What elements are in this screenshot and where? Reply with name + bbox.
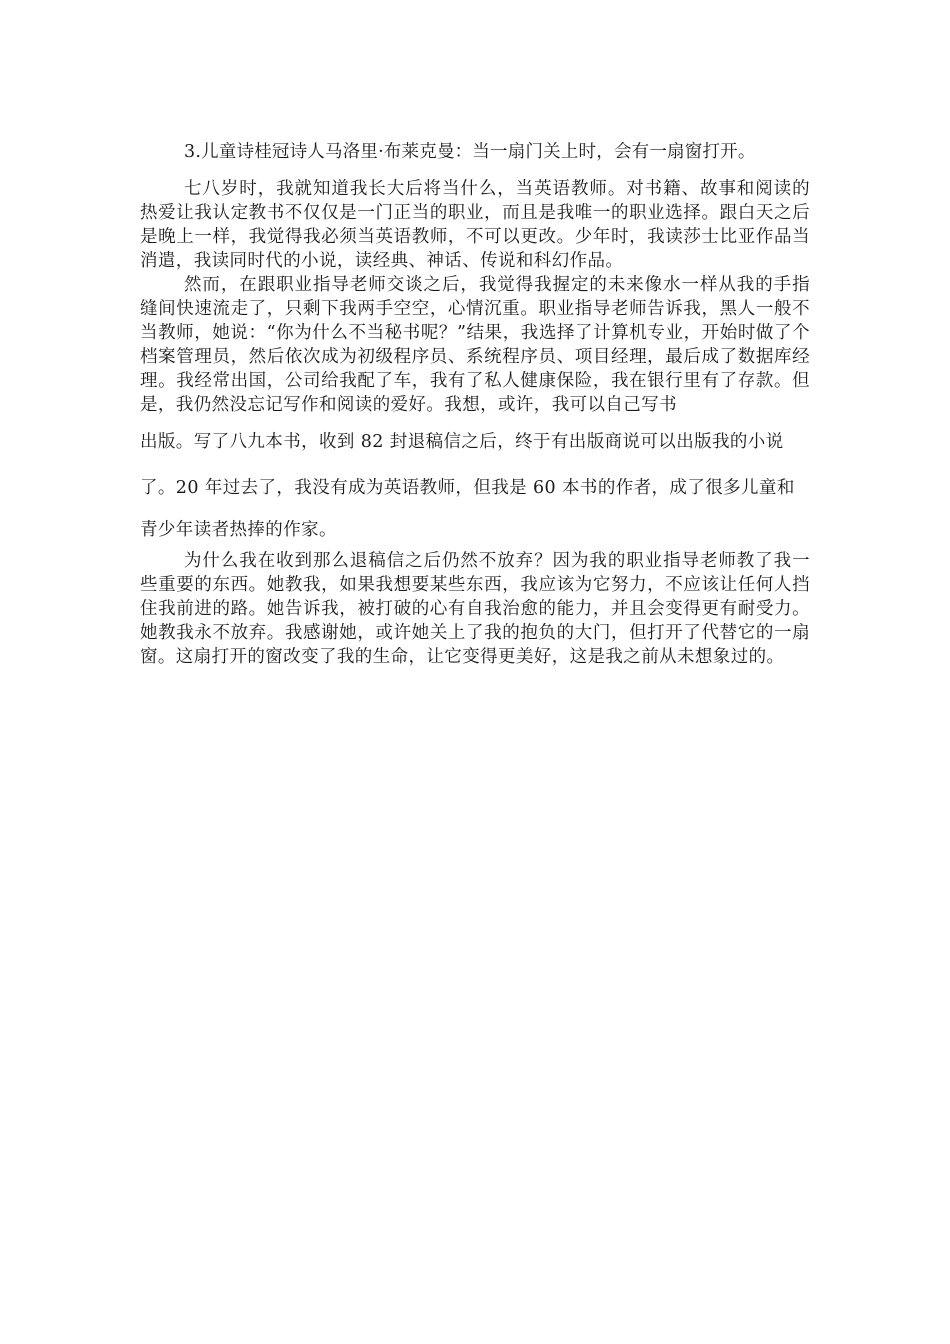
document-heading: 3.儿童诗桂冠诗人马洛里·布莱克曼：当一扇门关上时，会有一扇窗打开。	[184, 142, 756, 162]
paragraph-career-path: 然而，在跟职业指导老师交谈之后，我觉得我握定的未来像水一样从我的手指缝间快速流走了，只剩下我两手空空，心情沉重。职业指导老师告诉我，黑人一般不当教师，她说：“你为什么不当秘书呢？”结果，我选择了计算机专业，开始时做了个档案管理员，然后依次成为初级程序员、系统程序员、项目经理，最后成了数据库经理。我经常出国，公司给我配了车，我有了私人健康保险，我在银行里有了存款。但是，我仍然没忘记写作和阅读的爱好。我想，或许，我可以自己写书	[140, 275, 810, 415]
paragraph-career-path-line-publish: 出版。写了八九本书，收到 82 封退稿信之后，终于有出版商说可以出版我的小说	[140, 432, 784, 452]
paragraph-childhood-dream: 七八岁时，我就知道我长大后将当什么，当英语教师。对书籍、故事和阅读的热爱让我认定教书不仅仅是一门正当的职业，而且是我唯一的职业选择。跟白天之后是晚上一样，我觉得我必须当英语教师，不可以更改。少年时，我读莎士比亚作品当消遣，我读同时代的小说，读经典、神话、传说和科幻作品。	[140, 179, 810, 271]
paragraph-never-give-up: 为什么我在收到那么退稿信之后仍然不放弃？因为我的职业指导老师教了我一些重要的东西。她教我，如果我想要某些东西，我应该为它努力，不应该让任何人挡住我前进的路。她告诉我，被打破的心有自我治愈的能力，并且会变得更有耐受力。她教我永不放弃。我感谢她，或许她关上了我的抱负的大门，但打开了代替它的一扇窗。这扇打开的窗改变了我的生命，让它变得更美好，这是我之前从未想象过的。	[140, 551, 810, 667]
paragraph-career-path-line-readers: 青少年读者热捧的作家。	[140, 520, 337, 540]
paragraph-career-path-line-twenty-years: 了。20 年过去了，我没有成为英语教师，但我是 60 本书的作者，成了很多儿童和	[140, 478, 795, 498]
document-body	[140, 135, 810, 669]
